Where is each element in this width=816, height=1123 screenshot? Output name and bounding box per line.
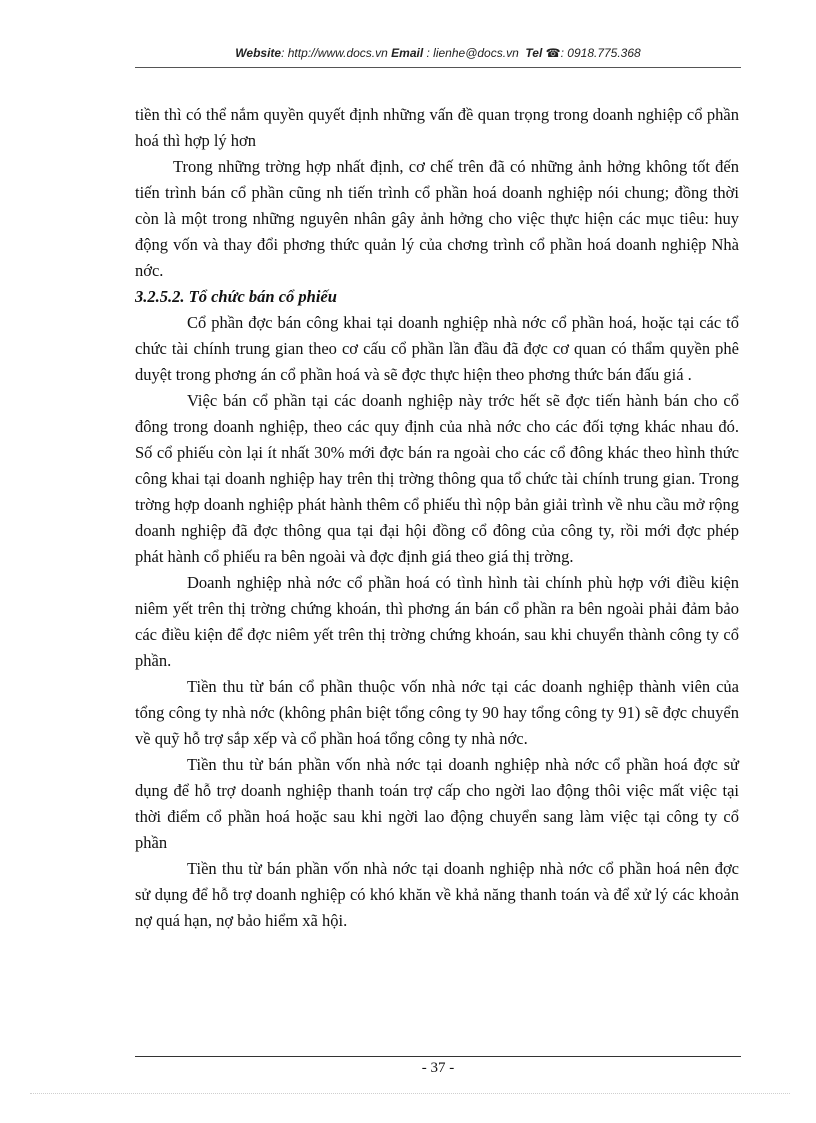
paragraph: Trong những trờng hợp nhất định, cơ chế trên đã có những ảnh hởng không tốt đến tiến trình bán cổ phần cũng nh tiến trình cổ phần hoá doanh nghiệp nói chung; đồng thời còn là một trong những nguyên nhân gây ảnh hởng cho việc thực hiện các mục tiêu: huy động vốn và thay đổi phơng thức quản lý của chơng trình cổ phần hoá doanh nghiệp Nhà nớc. — [135, 157, 739, 280]
tel-value: : 0918.775.368 — [560, 46, 641, 60]
page-number: - 37 - — [421, 1060, 455, 1076]
paragraph: Tiền thu từ bán phần vốn nhà nớc tại doanh nghiệp nhà nớc cổ phần hoá đợc sử dụng để hỗ trợ doanh nghiệp thanh toán trợ cấp cho ngời lao động thôi việc mất việc tại thời điểm cổ phần hoá hoặc sau khi ngời lao động chuyển sang làm việc tại công ty cổ phần — [135, 755, 739, 852]
paragraph: Cổ phần đợc bán công khai tại doanh nghiệp nhà nớc cổ phần hoá, hoặc tại các tổ chức tài chính trung gian theo cơ cấu cổ phần lần đầu đã đợc cơ quan có thẩm quyền phê duyệt trong phơng án cổ phần hoá và sẽ đợc thực hiện theo phơng thức bán đấu giá . — [135, 313, 739, 384]
tel-label: Tel — [525, 46, 543, 60]
section-heading: 3.2.5.2. Tổ chức bán cổ phiếu — [135, 287, 337, 306]
email-value: : lienhe@docs.vn — [423, 46, 519, 60]
paragraph: Tiền thu từ bán phần vốn nhà nớc tại doanh nghiệp nhà nớc cổ phần hoá nên đợc sử dụng để hỗ trợ doanh nghiệp có khó khăn về khả năng thanh toán và để xử lý các khoản nợ quá hạn, nợ bảo hiểm xã hội. — [135, 859, 739, 930]
website-label: Website — [235, 46, 282, 60]
website-value: : http://www.docs.vn — [281, 46, 388, 60]
document-body — [135, 102, 739, 934]
paragraph: tiền thì có thể nắm quyền quyết định những vấn đề quan trọng trong doanh nghiệp cổ phần hoá thì hợp lý hơn — [135, 105, 739, 150]
phone-icon: ☎ — [545, 46, 561, 60]
page-header — [135, 46, 741, 60]
email-label: Email — [391, 46, 424, 60]
header-divider — [135, 67, 741, 68]
page-edge-dotted-line — [30, 1093, 790, 1094]
paragraph: Doanh nghiệp nhà nớc cổ phần hoá có tình hình tài chính phù hợp với điều kiện niêm yết trên thị trờng chứng khoán, thì phơng án bán cổ phần ra bên ngoài phải đảm bảo các điều kiện để đợc niêm yết trên thị trờng chứng khoán, sau khi chuyển thành công ty cổ phần. — [135, 573, 739, 670]
footer-divider — [135, 1056, 741, 1057]
paragraph: Tiền thu từ bán cổ phần thuộc vốn nhà nớc tại các doanh nghiệp thành viên của tổng công ty nhà nớc (không phân biệt tổng công ty 90 hay tổng công ty 91) sẽ đợc chuyển về quỹ hỗ trợ sắp xếp và cổ phần hoá tổng công ty nhà nớc. — [135, 677, 739, 748]
paragraph: Việc bán cổ phần tại các doanh nghiệp này trớc hết sẽ đợc tiến hành bán cho cổ đông trong doanh nghiệp, theo các quy định của nhà nớc cho các đối tợng khác nhau đó. Số cổ phiếu còn lại ít nhất 30% mới đợc bán ra ngoài cho các cổ đông khác theo hình thức công khai tại doanh nghiệp hay trên thị trờng thông qua tổ chức tài chính trung gian. Trong trờng hợp doanh nghiệp phát hành thêm cổ phiếu thì nộp bản giải trình về nhu cầu mở rộng doanh nghiệp đã đợc thông qua tại đại hội đồng cổ đông của công ty, rồi mới đợc phép phát hành cổ phiếu ra bên ngoài và đợc định giá theo giá thị trờng. — [135, 391, 739, 566]
